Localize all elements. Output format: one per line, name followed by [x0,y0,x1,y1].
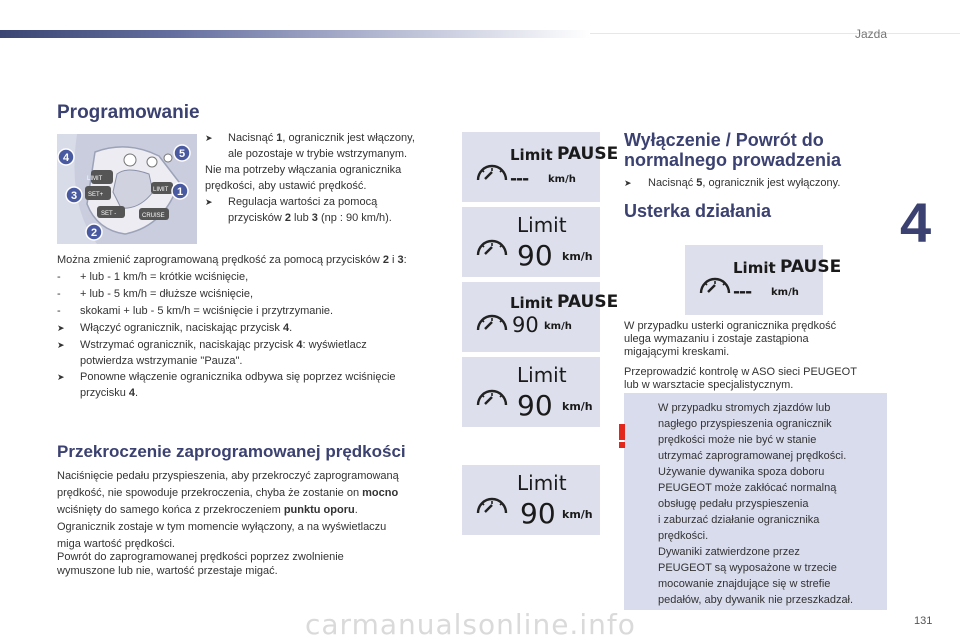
wheel-label-limit-right: LIMIT [153,187,169,193]
prog-bullet-2-cont: przycisków 2 lub 3 (np : 90 km/h). [228,212,392,224]
warning-line-7: obsługę pedału przyspieszenia [658,498,809,510]
svg-text:2: 2 [91,227,98,239]
malfunction-line-1: W przypadku usterki ogranicznika prędkość [624,320,837,332]
switch-off-bullet: Nacisnąć 5, ogranicznik jest wyłączony. [648,177,841,189]
display-speed-value: --- [733,282,752,302]
wheel-label-set-minus: SET - [101,211,117,217]
section-title-programming: Programowanie [57,102,200,123]
bullet-arrow: ➤ [205,134,213,144]
display-unit: km/h [562,400,593,413]
prog-bullet-1: Nacisnąć 1, ogranicznik jest włączony, [228,132,415,144]
overspeed-line-7: wymuszone lub nie, wartość przestaje migać. [57,565,278,577]
limiter-display-active-90 [462,207,600,277]
prog-line-5: Włączyć ogranicznik, naciskając przycisk 4. [80,322,293,334]
prog-line-6-cont: potwierdza wstrzymanie "Pauza". [80,355,243,367]
prog-line-6: Wstrzymać ogranicznik, naciskając przycisk 4: wyświetlacz [80,339,367,351]
bullet-arrow: ➤ [205,198,213,208]
warning-line-8: i zaburzać działanie ogranicznika [658,514,820,526]
display-limit-label: Limit [517,363,567,387]
badge-5 [174,145,190,161]
bullet-arrow: ➤ [57,324,65,334]
prog-bullet-1-cont: ale pozostaje w trybie wstrzymanym. [228,148,408,160]
display-speed-value: --- [510,169,529,189]
warning-line-2: nagłego przyspieszenia ogranicznik [658,418,832,430]
dash-marker: - [57,305,61,317]
display-limit-label: Limit [733,259,776,277]
section-title-overspeed: Przekroczenie zaprogramowanej prędkości [57,442,406,461]
header-gradient-bar [0,30,590,38]
display-unit: km/h [562,250,593,263]
prog-line-7-cont: przycisku 4. [80,387,139,399]
display-limit-label: Limit [510,146,553,164]
display-speed-value: 90 [517,239,553,272]
prog-note-2: prędkości, aby ustawić prędkość. [205,180,367,192]
bullet-arrow: ➤ [57,341,65,351]
dash-marker: - [57,288,61,300]
exclamation-icon [617,424,627,448]
display-pause-label: PAUSE [557,292,619,312]
overspeed-line-5: miga wartość prędkości. [57,538,175,550]
prog-bullet-2: Regulacja wartości za pomocą [228,196,378,208]
display-unit: km/h [548,174,576,185]
overspeed-line-3: wciśnięty do samego końca z przekroczeniem punktu oporu. [57,504,358,516]
section-title-malfunction: Usterka działania [624,201,772,221]
display-limit-label: Limit [517,471,567,495]
prog-note-1: Nie ma potrzeby włączania ogranicznika [205,164,402,176]
limiter-display-fault-dashes [685,245,842,315]
warning-line-3: prędkości może nie być w stanie [658,434,817,446]
chapter-number: 4 [900,191,932,254]
badge-2 [86,224,102,240]
overspeed-line-2: prędkość, nie spowoduje przekroczenia, chyba że zostanie on mocno [57,487,399,499]
bullet-arrow: ➤ [624,179,632,189]
prog-line-2: + lub - 1 km/h = krótkie wciśnięcie, [80,271,249,283]
steering-wheel-illustration [57,134,197,244]
wheel-label-limit: LIMIT [87,176,103,182]
display-unit: km/h [771,287,799,298]
speedometer-icon [462,132,600,202]
prog-line-3: + lub - 5 km/h = dłuższe wciśnięcie, [80,288,254,300]
header-rule [590,33,960,34]
limiter-display-active-90 [462,357,600,427]
display-unit: km/h [562,508,593,521]
svg-text:1: 1 [177,186,184,198]
prog-line-7: Ponowne włączenie ogranicznika odbywa się poprzez wciśnięcie [80,371,396,383]
svg-text:4: 4 [63,152,70,164]
badge-4 [58,149,74,165]
limiter-display-paused-dashes [462,132,619,202]
speedometer-icon [685,245,823,315]
section-name: Jazda [854,27,887,41]
display-speed-value: 90 [517,389,553,422]
display-speed-value: 90 [520,497,556,530]
warning-line-10: Dywaniki zatwierdzone przez [658,546,800,558]
overspeed-line-4: Ogranicznik zostaje w tym momencie wyłączony, a na wyświetlaczu [57,521,387,533]
warning-line-1: W przypadku stromych zjazdów lub [658,402,831,414]
badge-3 [66,187,82,203]
page-number: 131 [914,615,933,627]
overspeed-line-1: Naciśnięcie pedału przyspieszenia, aby przekroczyć zaprogramowaną [57,470,399,482]
display-pause-label: PAUSE [557,144,619,164]
prog-line-1: Można zmienić zaprogramowaną prędkość za pomocą przycisków 2 i 3: [57,254,407,266]
bullet-arrow: ➤ [57,373,65,383]
malfunction-line-5: lub w warsztacie specjalistycznym. [624,379,794,391]
malfunction-line-3: migającymi kreskami. [624,346,730,358]
limiter-display-paused-90 [462,282,619,352]
svg-text:5: 5 [179,148,186,160]
wheel-label-cruise: CRUISE [142,213,165,219]
display-unit: km/h [544,321,572,332]
warning-line-4: utrzymać zaprogramowanej prędkości. [658,450,847,462]
wheel-label-set-plus: SET+ [88,192,104,198]
badge-1 [172,183,188,199]
warning-line-11: PEUGEOT są wyposażone w trzecie [658,562,837,574]
switch-off-title-line-2: normalnego prowadzenia [624,150,842,171]
malfunction-line-2: ulega wymazaniu i zostaje zastąpiona [624,333,809,345]
display-limit-label: Limit [510,294,553,312]
dash-marker: - [57,271,61,283]
prog-line-4: skokami + lub - 5 km/h = wciśnięcie i przytrzymanie. [80,305,334,317]
warning-line-9: prędkości. [658,530,709,542]
warning-line-5: Używanie dywanika spoza doboru [658,466,825,478]
malfunction-line-4: Przeprowadzić kontrolę w ASO sieci PEUGEOT [624,366,857,378]
svg-text:3: 3 [71,190,78,202]
watermark: carmanualsonline.info [305,608,636,640]
warning-line-12: mocowanie znajdujące się w strefie [658,578,831,590]
overspeed-line-6: Powrót do zaprogramowanej prędkości poprzez zwolnienie [57,551,344,563]
switch-off-title-line-1: Wyłączenie / Powrót do [624,130,824,150]
warning-line-13: pedałów, aby dywanik nie przeszkadzał. [658,594,854,606]
warning-line-6: PEUGEOT może zakłócać normalną [658,482,837,494]
limiter-display-overspeed-90 [462,465,600,535]
display-speed-value: 90 [512,313,539,337]
section-title-switch-off [624,130,841,170]
display-limit-label: Limit [517,213,567,237]
display-pause-label: PAUSE [780,257,842,277]
